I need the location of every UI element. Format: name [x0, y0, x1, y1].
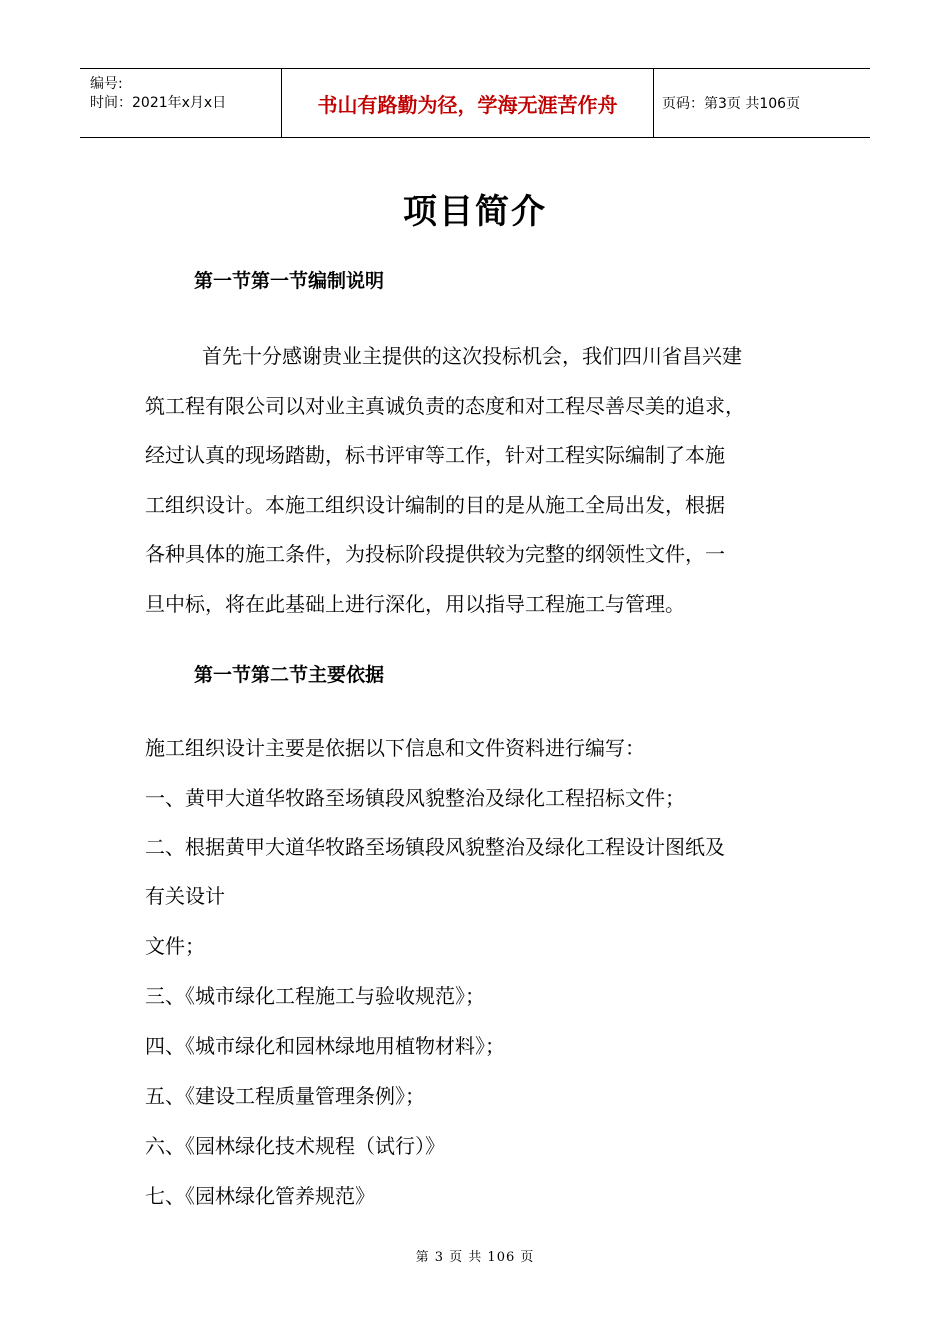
paragraph-line: 首先十分感谢贵业主提供的这次投标机会，我们四川省昌兴建: [202, 344, 742, 368]
paragraph-line: 旦中标，将在此基础上进行深化，用以指导工程施工与管理。: [145, 592, 685, 616]
section-heading-2: 第一节第二节主要依据: [194, 664, 385, 686]
header-meta-cell: [80, 69, 282, 137]
list-item: 四、《城市绿化和园林绿地用植物材料》；: [145, 1034, 505, 1058]
list-item: 有关设计: [145, 884, 225, 908]
list-item: 七、《园林绿化管养规范》: [145, 1184, 375, 1208]
number-label: 编号:: [90, 76, 123, 92]
page-title: 项目简介: [403, 192, 547, 232]
time-label: 时间：2021年x月x日: [90, 95, 227, 111]
page-info: 页码：第3页 共106页: [662, 96, 801, 112]
motto-text: 书山有路勤为径，学海无涯苦作舟: [317, 92, 618, 117]
list-item: 五、《建设工程质量管理条例》；: [145, 1084, 425, 1108]
paragraph-line: 经过认真的现场踏勘，标书评审等工作，针对工程实际编制了本施: [145, 443, 725, 467]
header-page-cell: [654, 69, 870, 137]
paragraph-line: 筑工程有限公司以对业主真诚负责的态度和对工程尽善尽美的追求，: [145, 394, 745, 418]
list-item: 三、《城市绿化工程施工与验收规范》；: [145, 984, 485, 1008]
section-heading-1: 第一节第一节编制说明: [194, 270, 385, 292]
paragraph-line: 各种具体的施工条件，为投标阶段提供较为完整的纲领性文件，一: [145, 542, 725, 566]
list-item: 六、《园林绿化技术规程（试行）》: [145, 1134, 445, 1158]
paragraph-line: 工组织设计。本施工组织设计编制的目的是从施工全局出发，根据: [145, 493, 725, 517]
page-footer: 第 3 页 共 106 页: [415, 1250, 535, 1265]
list-item: 施工组织设计主要是依据以下信息和文件资料进行编写：: [145, 736, 645, 760]
list-item: 二、根据黄甲大道华牧路至场镇段风貌整治及绿化工程设计图纸及: [145, 835, 725, 859]
list-item: 一、黄甲大道华牧路至场镇段风貌整治及绿化工程招标文件；: [145, 786, 685, 810]
header-motto-cell: [282, 69, 654, 137]
list-item: 文件；: [145, 934, 205, 958]
header-table: [80, 68, 870, 138]
